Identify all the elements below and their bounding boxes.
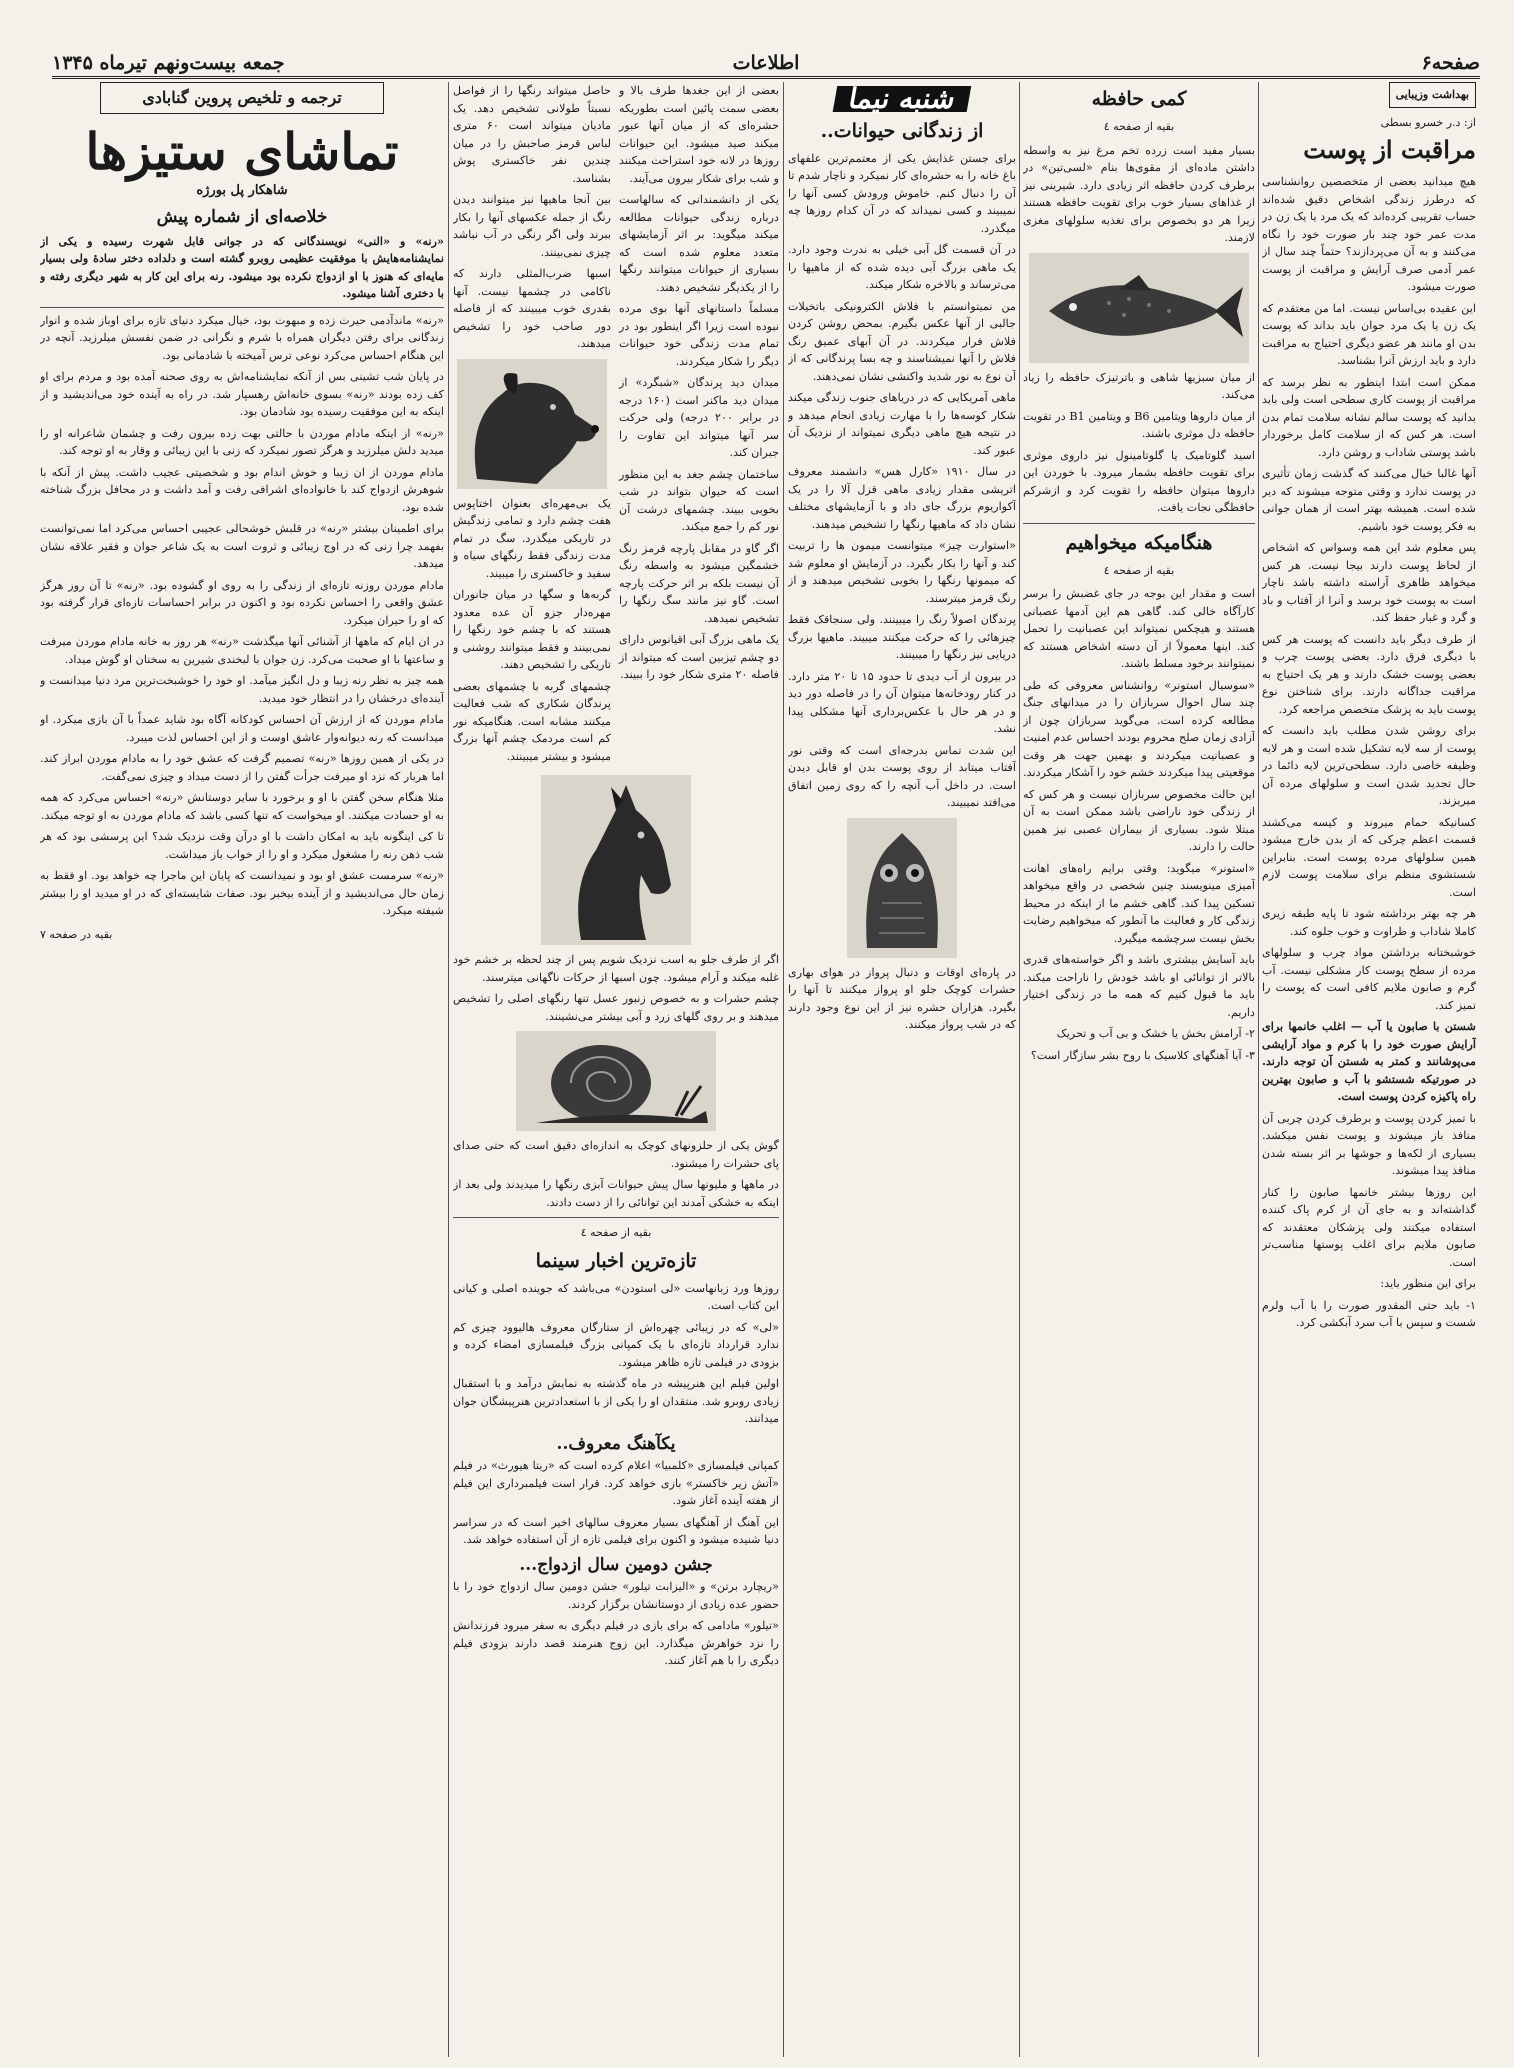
paragraph: باید آسایش بیشتری باشد و اگر خواسته‌های قدری بالاتر از توانائی او باشد خودش را ناراحت میکند. باید ما قبول کنیم که همه ما در زندگی اختیار داریم. [1023, 953, 1255, 1019]
paragraph: بعضی از این جغدها طرف بالا و بعضی سمت پائین است بطوریکه حشره‌ای که از میان آنها عبور میکند صید میشود. این حیوانات روزها در لانه خود استراحت میکنند و شب برای شکار بیرون می‌آیند. [619, 84, 779, 185]
health-column [1262, 82, 1476, 2057]
paragraph: ۱- باید حتی المقدور صورت را با آب ولرم شست و سپس با آب سرد آبکشی کرد. [1262, 1298, 1476, 1329]
continued-note: بقیه از صفحه ٤ [1103, 120, 1175, 133]
column-divider [1019, 82, 1020, 2057]
paragraph: از طرف دیگر باید دانست که پوست هر کس با دیگری فرق دارد. بعضی پوست چرب و بعضی پوست خشک دارند و هر یک احتیاج به مراقبت جداگانه دارند. برای شناختن نوع پوست باید به پزشک متخصص مراجعه کرد. [1262, 632, 1476, 716]
fish-photo [1029, 253, 1249, 363]
paragraph: ۲- آرامش بخش یا خشک و بی آب و تحریک [1056, 1027, 1255, 1040]
paragraph: برای اطمینان بیشتر «رنه» در قلبش خوشحالی عجیبی احساس می‌کرد اما نمی‌توانست بفهمد چرا زنی که در اوج زیبائی و ثروت است به یک شاعر جوان و فقیر علاقه نشان میدهد. [40, 522, 444, 570]
subheadline: جشن دومین سال ازدواج... [519, 1554, 713, 1575]
paragraph: از میان سبزیها شاهی و باترتیزک حافظه را زیاد می‌کند. [1023, 370, 1255, 401]
nature-text-block [453, 82, 779, 769]
article-headline: مراقبت از پوست [1303, 135, 1476, 164]
page-number: صفحه۶ [1421, 52, 1480, 74]
paragraph: در بیرون از آب دیدی تا حدود ۱۵ تا ۲۰ متر دارد. در کنار رودخانه‌ها میتوان آن را در فاصله دور دید و در هر حال با عکس‌برداری آنها مشکلی پیدا نشد. [788, 669, 1016, 735]
newspaper-name: اطلاعات [732, 52, 800, 74]
paragraph: در پایان شب تشینی بس از آنکه نمایشنامه‌اش به روی صحنه آمده بود و مردم برای او کف زده بودند «رنه» بسوی خانه‌اش رهسپار شد. در راه به آینده خود می‌اندیشید و از اینکه به این موفقیت رسیده بود شادمان بود. [40, 370, 444, 418]
serial-title: تماشای ستیزها [85, 121, 399, 181]
paragraph: مثلا هنگام سخن گفتن با او و برخورد با سایر دوستانش «رنه» احساس می‌کرد که همه به او حسادت میکنند. او میخواست که تنها کسی باشد که مادام موردن به او توجه میکند. [40, 791, 444, 822]
paragraph: «استونر» میگوید: وقتی برایم راه‌های اهانت آمیزی مینویسند چنین شخصی در واقع میخواهد تسکین پیدا کند. گاهی خشم ما از اینکه در محیط زندگی کار و فعالیت ما آنطور که میخواهیم رضایت بخش نیست سرچشمه میگیرد. [1023, 861, 1255, 945]
paragraph: «سوسیال استونر» روانشناس معروفی که طی چند سال احوال سربازان را در میدانهای جنگ مطالعه کرده است. می‌گوید سربازان چون از آزادی زمان صلح محروم بودند احساس عدم امنیت و عصبانیت میکردند و بهمین جهت هر وقت موقعیتی پیدا میکردند خشم خود را آشکار میکردند. [1023, 678, 1255, 779]
paragraph: در پاره‌ای اوقات و دنبال پرواز در هوای بهاری حشرات کوچک جلو او پرواز میکنند تا آنها را بگیرد. هزاران حشره نیز از این نوع وجود دارند که در شب پرواز میکنند. [788, 965, 1016, 1031]
paragraph: هر چه بهتر برداشته شود تا پایه طبقه زیری کاملا شاداب و طراوت و خوب جلوه کند. [1262, 907, 1476, 938]
paragraph: ماهی آمریکایی که در دریاهای جنوب زندگی میکند شکار کوسه‌ها را با مهارت زیادی انجام میدهد و در نتیجه هیچ ماهی دیگری نمیتواند از نزدیک آن عبور کند. [788, 391, 1016, 457]
article-headline: کمی حافظه [1091, 88, 1187, 110]
paragraph: روزها ورد زبانهاست «لی استودن» می‌باشد که جوینده اصلی و کیانی این کتاب است. [453, 1281, 779, 1312]
paragraph: از میان داروها ویتامین B6 و ویتامین B1 در تقویت حافظه دل موثری باشند. [1023, 409, 1255, 440]
paragraph: برای جستن غذایش یکی از معتمم‌ترین علفهای باغ خانه را به حشره‌ای کار نمیکرد و ناچار شدم تا آن را دنبال کنم. خاموش ورودش کسی آنها را نمیبیند و کسی نمیداند که در آن کدام روزها چه میگذرد. [788, 151, 1016, 235]
paragraph: همه چیز به نظر رنه زیبا و دل انگیز میآمد. او خود را خوشبخت‌ترین مرد دنیا میدانست و آینده‌ای درخشان را در انتظار خود میدید. [40, 674, 444, 705]
paragraph: «لی» که در زیبائی چهره‌اش از ستارگان معروف هالیوود چیزی کم ندارد قرارداد تازه‌ای با یک کمپانی بزرگ فیلمسازی امضاء کرده و بزودی در فیلمی تازه ظاهر میشود. [453, 1320, 779, 1369]
paragraph: برای این منظور باید: [1380, 1277, 1476, 1290]
paragraph: «ریچارد برتن» و «الیزابت تیلور» جشن دومین سال ازدواج خود را با حضور عده زیادی از دوستانشان برگزار کردند. [453, 1580, 779, 1611]
paragraph: میدان دید پرندگان «شبگرد» از میدان دید ماکنر است (۱۶۰ درجه در برابر ۲۰۰ درجه) ولی حرکت سر آنها میتواند این تفاوت را جبران کند. [619, 376, 779, 459]
nature-column [453, 82, 779, 2057]
paragraph: «استوارت چیز» میتوانست میمون ها را تربیت کند و آنها را بکار بگیرد. در آزمایش او معلوم شد که میمونها رنگها را بخوبی تشخیص میدهند و از رنگ قرمز میترسند. [788, 539, 1016, 605]
paragraph: آنها غالبا خیال می‌کنند که گذشت زمان تأثیری در پوست ندارد و وقتی متوجه میشوند که دیر شده است. همیشه بهتر است از همان جوانی به فکر پوست خود باشیم. [1262, 467, 1476, 533]
memory-column [1023, 82, 1255, 2057]
paragraph: این حالت مخصوص سربازان نیست و هر کس که از زندگی خود ناراضی باشد ممکن است به آن مبتلا شود. بسیاری از بیماران عصبی نیز همین حالت را دارند. [1023, 787, 1255, 853]
article-headline: تازه‌ترین اخبار سینما [535, 1249, 697, 1272]
article-headline: هنگامیکه میخواهیم [1065, 531, 1213, 554]
serial-column [40, 82, 444, 2057]
animals-column [788, 82, 1016, 2057]
section-kicker: بهداشت وزیبایی [1389, 82, 1476, 108]
column-divider [783, 82, 784, 2057]
paragraph: در سال ۱۹۱۰ «کارل هس» دانشمند معروف اتریشی مقدار زیادی ماهی قزل آلا را در یک آکواریوم بزرگ جای داد و با آزمایشهای مختلف نشان داد که ماهیها رنگها را تشخیص میدهند. [788, 465, 1016, 531]
nature-subcolumn-right [619, 82, 779, 769]
section-divider [40, 307, 444, 308]
paragraph: ۳- آیا آهنگهای کلاسیک با روح بشر سازگار است؟ [1030, 1048, 1255, 1062]
paragraph: شستن با صابون یا آب — اغلب خانمها برای آرایش صورت خود را با کرم و مواد آرایشی می‌پوشانند و کمتر به شستن آن توجه دارند. در صورتیکه شستشو با آب و صابون بهترین راه پاکیزه کردن پوست است. [1262, 1019, 1476, 1103]
paragraph: مادام موردن روزنه تازه‌ای از زندگی را به روی او گشوده بود. «رنه» تا آن روز هرگز عشق واقعی را احساس نکرده بود و اکنون در برابر احساسات تازه‌ای قرار گرفته بود که او را حیران میکرد. [40, 578, 444, 627]
horse-photo [541, 775, 691, 945]
serial-subtitle: شاهکار پل بورژه [196, 182, 288, 198]
paragraph: من نمیتوانستم با فلاش الکترونیکی باتخیلات جالبی از آنها عکس بگیرم. بمحض روشن کردن فلاش فرار میکردند. در آن آبهای عمیق رنگ فلاش را آنها نمیشناسند و چه بسا پرندگانی که از آن نوع به نور شدید واکنشی نشان نمی‌دهند. [788, 299, 1016, 383]
paragraph: خوشبختانه برداشتن مواد چرب و سلولهای مرده از سطح پوست کار مشکلی نیست. آب گرم و صابون ملایم کافی است که پوست را تمیز کند. [1262, 946, 1476, 1012]
paragraph: این آهنگ از آهنگهای بسیار معروف سالهای اخیر است که در سراسر دنیا شنیده میشود و اکنون برای فیلمی تازه از آن استفاده خواهد شد. [453, 1515, 779, 1546]
paragraph: برای روشن شدن مطلب باید دانست که پوست از سه لایه تشکیل شده است و هر لایه وظیفه خاصی دارد. سطحی‌ترین لایه دائما در حال تجدید شدن است و سلولهای مرده آن میریزند. [1262, 724, 1476, 807]
continued-note: بقیه در صفحه ۷ [40, 927, 113, 941]
paragraph: ساختمان چشم جغد به این منظور است که حیوان بتواند در شب بخوبی ببیند. چشمهای درشت آن نور کم را جمع میکند. [619, 467, 779, 533]
paragraph: ممکن است ابتدا اینطور به نظر برسد که مراقبت از پوست کاری سطحی است ولی باید بدانید که پوست سالم نشانه سلامت تمام بدن است. هر کس که از سلامت کامل برخوردار باشد پوستی شاداب و روشن دارد. [1262, 375, 1476, 459]
paragraph: در ماهها و ملیونها سال پیش حیوانات آبزی رنگها را میدیدند ولی بعد از اینکه به خشکی آمدند این توانائی را از دست دادند. [453, 1178, 779, 1209]
paragraph: مسلماً داستانهای آنها بوی مرده نبوده است زیرا اگر اینطور بود در تمام مدت زندگی خود حیوانات دیگر را شکار میکردند. [619, 302, 779, 368]
paragraph: کسانیکه حمام میروند و کیسه می‌کشند قسمت اعظم چرکی که از بدن خارج میشود همین سلولهای مرده پوست است. بنابراین شستشوی منظم برای سلامت پوست لازم است. [1262, 815, 1476, 899]
paragraph: اگر از طرف جلو به اسب نزدیک شویم پس از چند لحظه بر خشم خود غلبه میکند و آرام میشود. چون اسبها از حرکات ناگهانی میترسند. [453, 953, 779, 984]
paragraph: چشمهای گربه با چشمهای بعضی پرندگان شکاری که شب فعالیت میکنند مشابه است. هنگامیکه نور کم است مردمک چشم آنها بزرگ میشود و بیشتر میبینند. [453, 679, 611, 763]
masthead [52, 50, 1480, 79]
recap-title: خلاصه‌ای از شماره پیش [156, 207, 328, 227]
paragraph: این شدت تماس بدرجه‌ای است که وقتی نور آفتاب میتابد از روی پوست بدن او قابل دیدن است. در داخل آب آنچه را که روی زمین اتفاق می‌افتد نمیبیند. [788, 743, 1016, 809]
paragraph: با تمیز کردن پوست و برطرف کردن چربی آن منافذ باز میشوند و پوست نفس میکشد. بسیاری از لکه‌ها و جوشها بر اثر بسته شدن منافذ پیدا میشوند. [1262, 1111, 1476, 1177]
paragraph: این عقیده بی‌اساس نیست. اما من معتقدم که یک زن یا یک مرد جوان باید بداند که پوست بدن او مانند هر عضو دیگری احتیاج به مراقبت دارد و باید ارزش آنرا بشناسد. [1262, 301, 1476, 367]
continued-note: بقیه از صفحه ٤ [580, 1226, 652, 1239]
paragraph: یک بی‌مهره‌ای بعنوان اختاپوس هفت چشم دارد و تمامی زندگیش در تاریکی میگذرد. سگ در تمام مدت زندگی فقط رنگهای سیاه و سفید و خاکستری را میبیند. [453, 496, 611, 580]
paragraph: در یکی از همین روزها «رنه» تصمیم گرفت که عشق خود را به مادام موردن ابراز کند. اما هربار که نزد او میرفت جرأت گفتن را از دست میداد و چیزی نمی‌گفت. [40, 752, 444, 783]
paragraph: بسیار مفید است زرده تخم مرغ نیز به واسطه داشتن ماده‌ای از مقوی‌ها بنام «لسی‌تین» در برطرف کردن حافظه اثر زیادی دارد. شیرینی نیز از غذاهای بسیار خوب برای تقویت حافظه هستند زیرا هر دو بخصوص برای تغذیه سلولهای مغزی لازمند. [1023, 143, 1255, 244]
paragraph: مادام موردن که از ارزش آن احساس کودکانه آگاه بود شاید عمداً با آن بازی میکرد. او میدانست که رنه دیوانه‌وار عاشق اوست و از این احساس لذت میبرد. [40, 713, 444, 744]
dog-photo [457, 359, 607, 489]
paragraph: مادام موردن از ان زیبا و خوش اندام بود و شخصیتی عجیب داشت. پیش از آنکه با شوهرش ازدواج کند با خانواده‌ای اشرافی رفت و آمد داشت و در محافل بزرگ شناخته شده بود. [40, 465, 444, 514]
article-author: از: د.ر خسرو بسطی [1380, 115, 1476, 129]
paragraph: تا کی اینگونه باید به امکان داشت با او درآن وقت نزدیک شد؟ این پرسشی بود که هر شب ذهن رنه را مشغول میکرد و او را از خواب باز میداشت. [40, 830, 444, 861]
paragraph: کمپانی فیلمسازی «کلمبیا» اعلام کرده است که «ریتا هیورث» در فیلم «آتش زیر خاکستر» بازی خواهد کرد. قرار است فیلمبرداری این فیلم از هفته آینده آغاز شود. [453, 1459, 779, 1507]
issue-date: جمعه بیست‌ونهم تیرماه ۱۳۴۵ [52, 52, 285, 74]
paragraph: یکی از دانشمندانی که سالهاست درباره زندگی حیوانات مطالعه میکند میگوید: بر اثر آزمایشهای متعدد معلوم شده است که بسیاری از حیوانات میتوانند رنگها را از یکدیگر تشخیص دهند. [619, 193, 779, 294]
paragraph: «تیلور» مادامی که برای بازی در فیلم دیگری به سفر میرود فرزندانش را نزد خواهرش میگذارد. این زوج هنرمند قصد دارند بزودی فیلم دیگری را با هم آغاز کنند. [453, 1619, 779, 1667]
paragraph: «رنه» از اینکه مادام موردن با حالتی بهت زده بیرون رفت و چشمان شاعرانه او را میدید دلش میلرزید و هرگز تصور نمیکرد که زنی با این زیبائی و وقار به او توجه کند. [40, 426, 444, 457]
column-divider [1258, 82, 1259, 2057]
paragraph: «رنه» ماندآدمی حیرت زده و مبهوت بود، خیال میکرد دنیای تازه برای اوباز شده و انوار زندگانی برای رفتن دیگران همراه با شرم و نگرانی در ضمن نفسش میلرزید. آنچه در این هنگام احساس می‌کرد نوعی ترس آمیخته با شادمانی بود. [40, 313, 444, 362]
paragraph: پس معلوم شد این همه وسواس که اشخاص از لحاظ پوست دارند بیجا نیست. هر کس میخواهد ظاهری آراسته داشته باشد ناچار است به پوست خود برسد و آنرا از آفتاب و باد و گرد و غبار حفظ کند. [1262, 541, 1476, 624]
subheadline: یکآهنگ معروف.. [556, 1433, 676, 1454]
paragraph: «رنه» سرمست عشق او بود و نمیدانست که پایان این ماجرا چه خواهد بود. او فقط به زمان حال می‌اندیشید و از آینده بیخبر بود. صفات شایسته‌ای که در او میدید او را بیشتر شیفته میکرد. [40, 869, 444, 917]
paragraph: گوش یکی از حلزونهای کوچک به اندازه‌ای دقیق است که حتی صدای پای حشرات را میشنود. [453, 1139, 779, 1170]
section-divider [453, 1217, 779, 1218]
paragraph: اسید گلوتامیک یا گلوتامینول نیز داروی موثری برای تقویت حافظه بشمار میرود. با خوردن این داروها میتوان حافظه را تقویت کرد و ازشرکم حافظگی نجات یافت. [1023, 448, 1255, 514]
paragraph: اسبها ضرب‌المثلی دارند که ناکامی در چشمها نیست. آنها بقدری خوب میبینند که از فاصله دور صاحب خود را تشخیص میدهند. [453, 267, 611, 350]
paragraph: حاصل میتواند رنگها را از فواصل نسبتاً طولانی تشخیص دهد. یک مادیان میتواند است ۶۰ متری لباس قرمز صاحبش را در میان چندین نفر خاکستری پوش بشناسد. [453, 84, 611, 185]
paragraph: اولین فیلم این هنرپیشه در ماه گذشته به نمایش درآمد و با استقبال زیادی روبرو شد. منتقدان او را یکی از با استعدادترین هنرپیشگان جوان میدانند. [453, 1377, 779, 1425]
paragraph: پرندگان اصولاً رنگ را میبینند. ولی سنجاقک فقط چیزهائی را که حرکت میکنند میبیند. ماهیها بزرگ دریایی نیز رنگها را میبینند. [788, 613, 1016, 661]
paragraph: در ان ایام که ماهها از آشنائی آنها میگذشت «رنه» هر روز به خانه مادام موردن میرفت و ساعتها با او صحبت می‌کرد. زن جوان با لبخندی شیرین به سخنان او گوش میداد. [40, 635, 444, 666]
column-divider [448, 82, 449, 2057]
paragraph: چشم حشرات و به خصوص زنبور عسل تنها رنگهای اصلی را تشخیص میدهند و بر روی گلهای زرد و آبی بیشتر می‌نشینند. [453, 992, 779, 1023]
section-logo: شنبه نیما [833, 86, 972, 112]
paragraph: گربه‌ها و سگها در میان جانوران مهره‌دار جزو آن عده معدود هستند که با چشم خود رنگها را نمی‌بینند و فقط میتوانند روشنی و تاریکی را تشخیص دهند. [453, 588, 611, 671]
paragraph: این روزها بیشتر خانمها صابون را کنار گذاشته‌اند و به جای آن از کرم پاک کننده استفاده میکنند ولی پزشکان معتقدند که صابون ملایم برای اغلب پوستها مناسب‌تر است. [1262, 1185, 1476, 1269]
translator-credit: ترجمه و تلخیص پروین گنابادی [100, 82, 384, 114]
article-headline: از زندگانی حیوانات.. [820, 119, 984, 142]
owl-photo [847, 818, 957, 958]
nature-subcolumn-left [453, 82, 611, 769]
paragraph: هیچ میدانید بعضی از متخصصین روانشناسی که درطرز زندگی اشخاص دقیق شده‌اند حساب تقریبی کرده‌اند که یک مرد یا یک زن در مدت عمر خود چند بار صورت خود را نگاه می‌کنند و به آن می‌پردازند؟ حتماً چند سال از عمر آدمی صرف آرایش و مراقبت از پوست صورت میشود. [1262, 175, 1476, 293]
continued-note: بقیه از صفحه ٤ [1103, 563, 1175, 577]
paragraph: بین آنجا ماهیها نیز میتوانند دیدن رنگ از جمله عکسهای آنها را بکار ببرند ولی اگر رنگی در آب نباشد چیزی نمی‌بینند. [453, 193, 611, 259]
paragraph: در آن قسمت گل آبی خیلی به ندرت وجود دارد. یک ماهی بزرگ آبی دیده شده که از ماهیها را می‌ترساند و بالاخره شکار میکند. [788, 243, 1016, 291]
snail-photo [516, 1031, 716, 1131]
paragraph: است و مقدار این بوجه در جای غضبش را برسر کارآگاه خالی کند. گاهی هم این آدمها عصبانی هستند و هیچکس نمیتواند این عصبانیت را تحمل کند. اینها معمولاً از آن دسته اشخاص هستند که نمیتوانند برخود مسلط باشند. [1023, 587, 1255, 670]
paragraph: یک ماهی بزرگ آبی اقیانوس دارای دو چشم تیزبین است که میتواند از فاصله ۲۰ متری شکار خود را ببیند. [619, 633, 779, 681]
recap-text: «رنه» و «النی» نویسندگانی که در جوانی قابل شهرت رسیده و یکی از نمایشنامه‌هایش با موفقیت عظیمی روبرو گشته است و دلداده دختر سادهٔ ولی بسیار مایه‌ای که هنوز با او ازدواج نکرده بود میشود. رنه برای این کار به شهر دیگری رفته و با دختری آشنا میشود. [40, 233, 444, 300]
section-divider [1023, 523, 1255, 524]
paragraph: اگر گاو در مقابل پارچه قرمز رنگ خشمگین میشود به واسطه رنگ آن نیست بلکه بر اثر حرکت پارچه است. گاو نیز مانند سگ رنگها را تشخیص نمیدهد. [619, 541, 779, 625]
